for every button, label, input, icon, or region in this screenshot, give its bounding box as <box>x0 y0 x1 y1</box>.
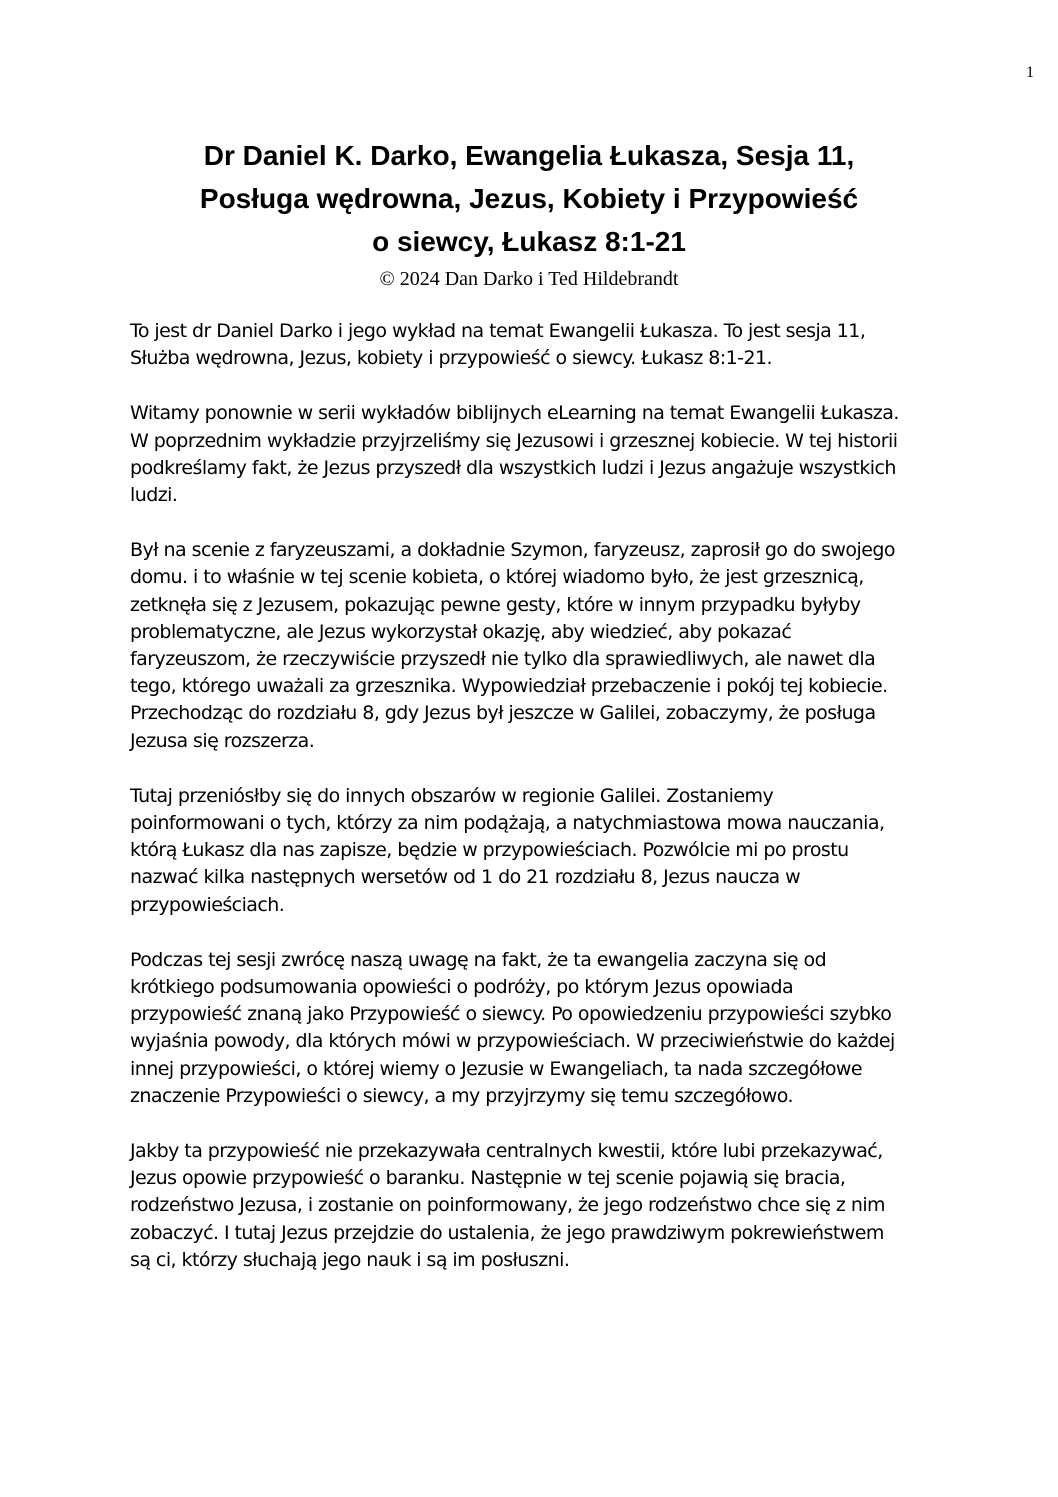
paragraph <box>130 783 930 919</box>
text-line: innej przypowieści, o której wiemy o Jezusie w Ewangeliach, ta nada szczegółowe <box>130 1057 863 1080</box>
text-line: Tutaj przeniósłby się do innych obszarów w regionie Galilei. Zostaniemy <box>130 784 774 807</box>
text-line: W poprzednim wykładzie przyjrzeliśmy się Jezusowi i grzesznej kobiecie. W tej historii <box>130 429 898 452</box>
text-line: problematyczne, ale Jezus wykorzystał okazję, aby wiedzieć, aby pokazać <box>130 620 792 643</box>
paragraph <box>130 537 930 755</box>
paragraph <box>130 947 930 1110</box>
text-line: poinformowani o tych, którzy za nim podążają, a natychmiastowa mowa nauczania, <box>130 812 885 835</box>
title-line: o siewcy, Łukasz 8:1-21 <box>372 226 686 257</box>
text-line: są ci, którzy słuchają jego nauk i są im posłuszni. <box>130 1248 570 1271</box>
text-line: Jakby ta przypowieść nie przekazywała centralnych kwestii, które lubi przekazywać, <box>130 1140 883 1163</box>
text-line: znaczenie Przypowieści o siewcy, a my przyjrzymy się temu szczegółowo. <box>130 1084 794 1107</box>
title-line: Posługa wędrowna, Jezus, Kobiety i Przypowieść <box>199 183 859 214</box>
text-line: Podczas tej sesji zwrócę naszą uwagę na fakt, że ta ewangelia zaczyna się od <box>130 948 827 971</box>
text-line: Witamy ponownie w serii wykładów biblijnych eLearning na temat Ewangelii Łukasza. <box>130 402 899 425</box>
text-line: którą Łukasz dla nas zapisze, będzie w przypowieściach. Pozwólcie mi po prostu <box>130 839 849 862</box>
text-line: nazwać kilka następnych wersetów od 1 do 21 rozdziału 8, Jezus naucza w <box>130 866 801 889</box>
title-line: Dr Daniel K. Darko, Ewangelia Łukasza, Sesja 11, <box>203 140 855 171</box>
text-line: ludzi. <box>130 484 178 507</box>
text-line: tego, którego uważali za grzesznika. Wypowiedział przebaczenie i pokój tej kobiecie. <box>130 675 888 698</box>
text-line: Służba wędrowna, Jezus, kobiety i przypowieść o siewcy. Łukasz 8:1-21. <box>130 347 773 370</box>
document-title <box>0 134 1058 263</box>
text-line: To jest dr Daniel Darko i jego wykład na temat Ewangelii Łukasza. To jest sesja 11, <box>130 320 866 342</box>
text-line: przypowieściach. <box>130 893 285 916</box>
page-number: 1 <box>1026 64 1034 81</box>
document-body <box>130 318 930 1302</box>
text-line: Przechodząc do rozdziału 8, gdy Jezus był jeszcze w Galilei, zobaczymy, że posługa <box>130 702 876 725</box>
text-line: podkreślamy fakt, że Jezus przyszedł dla wszystkich ludzi i Jezus angażuje wszystkich <box>130 456 896 479</box>
paragraph <box>130 318 930 372</box>
text-line: Jezus opowie przypowieść o baranku. Następnie w tej scenie pojawią się bracia, <box>130 1167 846 1190</box>
text-line: krótkiego podsumowania opowieści o podróży, po którym Jezus opowiada <box>130 976 794 999</box>
paragraph <box>130 400 930 509</box>
text-line: Był na scenie z faryzeuszami, a dokładnie Szymon, faryzeusz, zaprosił go do swojego <box>130 539 895 562</box>
text-line: zobaczyć. I tutaj Jezus przejdzie do ustalenia, że jego prawdziwym pokrewieństwem <box>130 1221 884 1244</box>
text-line: rodzeństwo Jezusa, i zostanie on poinformowany, że jego rodzeństwo chce się z nim <box>130 1194 886 1217</box>
text-line: Jezusa się rozszerza. <box>130 729 315 752</box>
paragraph <box>130 1138 930 1274</box>
text-line: wyjaśnia powody, dla których mówi w przypowieściach. W przeciwieństwie do każdej <box>130 1030 895 1053</box>
text-line: zetknęła się z Jezusem, pokazując pewne gesty, które w innym przypadku byłyby <box>130 593 861 616</box>
text-line: faryzeuszom, że rzeczywiście przyszedł nie tylko dla sprawiedliwych, ale nawet dla <box>130 648 876 671</box>
copyright: © 2024 Dan Darko i Ted Hildebrandt <box>379 268 679 290</box>
text-line: przypowieść znaną jako Przypowieść o siewcy. Po opowiedzeniu przypowieści szybko <box>130 1003 892 1026</box>
text-line: domu. i to właśnie w tej scenie kobieta, o której wiadomo było, że jest grzesznicą, <box>130 566 864 589</box>
